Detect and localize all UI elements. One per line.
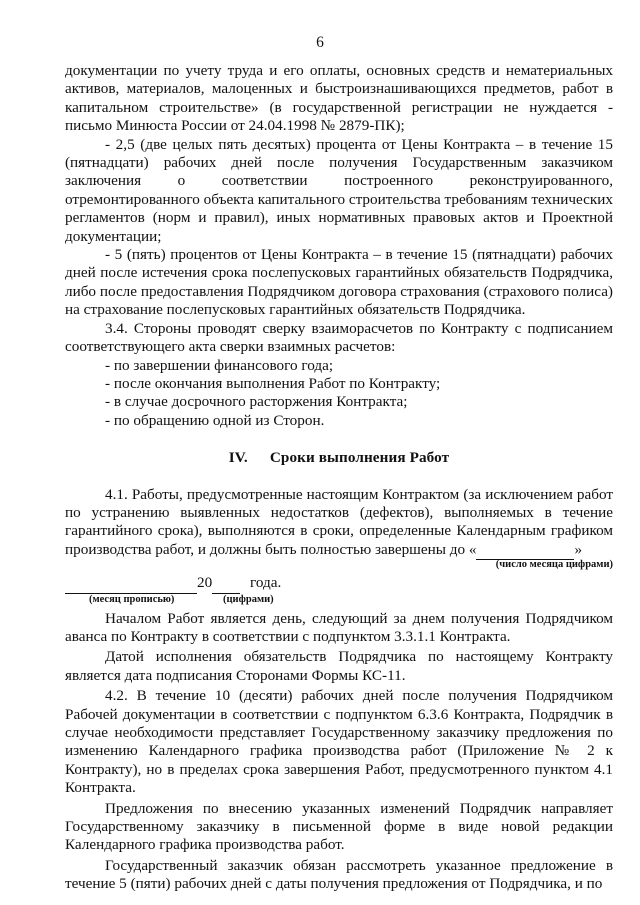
paragraph-3-4-reconciliation: 3.4. Стороны проводят сверку взаиморасчетов по Контракту с подписанием соответствующего акта сверки взаимных расчетов:	[65, 319, 613, 356]
closing-quote: »	[574, 540, 583, 558]
completion-date-line	[65, 574, 613, 593]
section-heading-iv	[65, 449, 613, 467]
blank-day-field	[476, 541, 574, 560]
paragraph-4-1-deadline	[65, 486, 613, 561]
list-item-party-request: - по обращению одной из Сторон.	[105, 411, 325, 429]
list-item-early-termination: - в случае досрочного расторжения Контракта;	[105, 393, 408, 411]
paragraph-works-start: Началом Работ является день, следующий за днем получения Подрядчиком аванса по Контракту в соответствии с подпунктом 3.3.1.1 Контракта.	[65, 609, 613, 645]
blank-year-field	[212, 574, 240, 593]
note-month-words: (месяц прописью)	[89, 593, 175, 605]
paragraph-change-proposals: Предложения по внесению указанных изменений Подрядчик направляет Государственному заказчику в письменной форме в виде новой редакции Календарного графика производства работ.	[65, 799, 613, 854]
page-number: 6	[316, 34, 324, 51]
list-item-works-completion: - после окончания выполнения Работ по Контракту;	[105, 374, 441, 392]
paragraph-performance-date: Датой исполнения обязательств Подрядчика по настоящему Контракту является дата подписания Сторонами Формы КС-11.	[65, 648, 613, 684]
section-number: IV.	[228, 449, 248, 467]
year-prefix: 20	[197, 574, 213, 592]
year-suffix: года.	[249, 574, 282, 592]
note-day-digits: (число месяца цифрами)	[495, 559, 613, 571]
blank-month-field	[65, 574, 197, 593]
paragraph-customer-review: Государственный заказчик обязан рассмотреть указанное предложение в течение 5 (пяти) рабочих дней с даты получения предложения от Подрядчика, и по	[65, 856, 613, 893]
note-year-digits: (цифрами)	[223, 593, 274, 605]
section-title: Сроки выполнения Работ	[269, 449, 450, 467]
list-item-fiscal-year: - по завершении финансового года;	[105, 356, 334, 374]
paragraph-accounting-docs: документации по учету труда и его оплаты, основных средств и нематериальных активов, материалов, малоценных и быстроизнашивающихся предметов, работ в капитальном строительстве» (в государственной регистрации не нуждается - письмо Минюста России от 24.04.1998 № 2879-ПК);	[65, 62, 613, 135]
document-body	[65, 62, 613, 894]
date-captions	[65, 594, 613, 606]
paragraph-4-1-text: 4.1. Работы, предусмотренные настоящим Контрактом (за исключением работ по устранению выявленных недостатков (дефектов), выполняемых в течение гарантийного срока), выполняются в сроки, определенные Календарным графиком производства работ, и должны быть полностью завершены до «	[65, 485, 613, 558]
paragraph-4-2-schedule-changes: 4.2. В течение 10 (десяти) рабочих дней после получения Подрядчиком Рабочей документации в соответствии с подпунктом 6.3.6 Контракта, Подрядчик в случае необходимости представляет Государственному заказчику предложения по изменению Календарного графика производства работ (Приложение № 2 к Контракту), но в пределах срока завершения Работ, предусмотренного пунктом 4.1 Контракта.	[65, 687, 613, 797]
paragraph-payment-5-percent: - 5 (пять) процентов от Цены Контракта – в течение 15 (пятнадцати) рабочих дней после истечения срока послепусковых гарантийных обязательств Подрядчика, либо после предоставления Подрядчиком договора страхования (страхового полиса) на страхование послепусковых гарантийных обязательств Подрядчика.	[65, 246, 613, 319]
paragraph-payment-2-5-percent: - 2,5 (две целых пять десятых) процента от Цены Контракта – в течение 15 (пятнадцати) рабочих дней после получения Государственным заказчиком заключения о соответствии построенного реконструированного, отремонтированного объекта капитального строительства требованиям технических регламентов (норм и правил), иных нормативных правовых актов и Проектной документации;	[65, 135, 613, 245]
